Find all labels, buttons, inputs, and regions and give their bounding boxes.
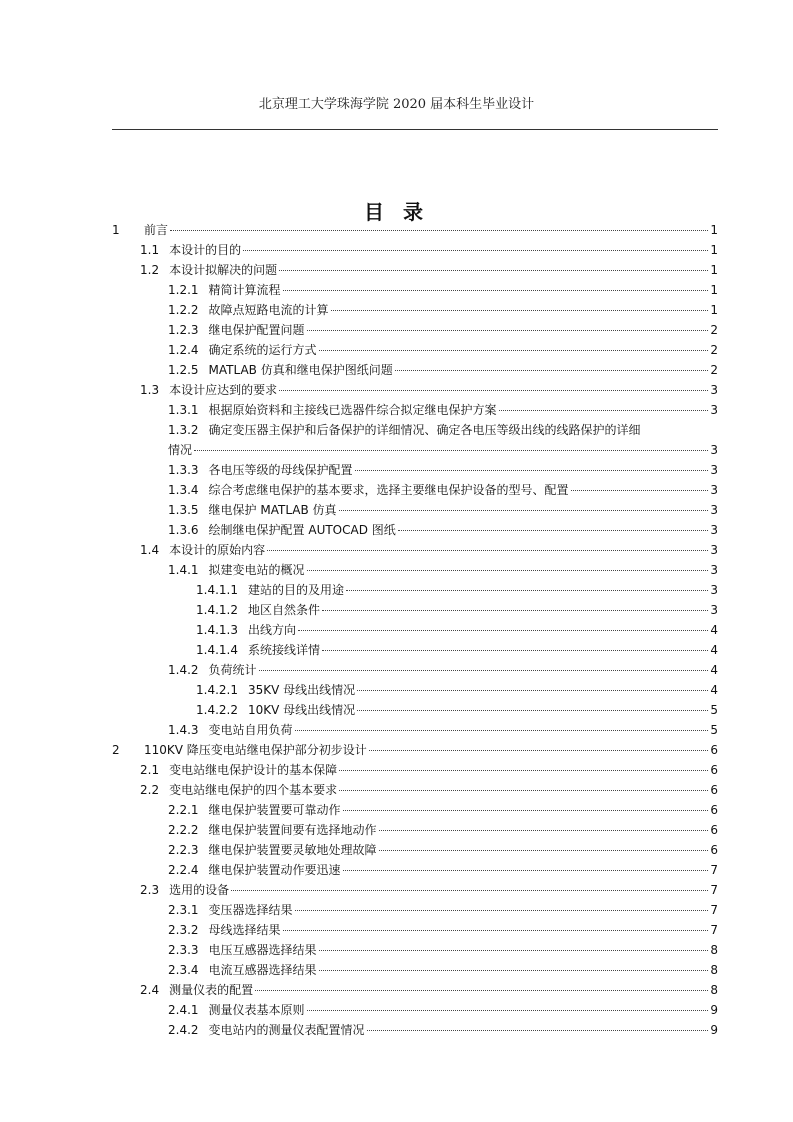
toc-entry[interactable] (112, 640, 718, 660)
toc-entry-text: 综合考虑继电保护的基本要求，选择主要继电保护设备的型号、配置 (208, 483, 569, 497)
toc-entry-text: 继电保护 MATLAB 仿真 (208, 503, 337, 517)
toc-entry-text: 拟建变电站的概况 (208, 563, 305, 577)
toc-entry-text: 110KV 降压变电站继电保护部分初步设计 (144, 743, 367, 757)
toc-page-number: 3 (710, 583, 718, 597)
toc-entry[interactable] (112, 300, 718, 320)
toc-page-number: 9 (710, 1023, 718, 1037)
toc-entry[interactable] (112, 380, 718, 400)
dot-leader (231, 890, 708, 891)
toc-entry-text: 绘制继电保护配置 AUTOCAD 图纸 (208, 523, 396, 537)
toc-entry-number: 2.2.3 (168, 843, 199, 857)
toc-entry-text: 情况 (168, 443, 193, 457)
toc-entry-number: 2.4 (140, 983, 160, 997)
toc-page-number: 6 (710, 743, 718, 757)
toc-entry-text: 电流互感器选择结果 (208, 963, 317, 977)
toc-entry[interactable] (112, 720, 718, 740)
toc-entry-text: 继电保护装置间要有选择地动作 (208, 823, 377, 837)
toc-page-number: 3 (710, 463, 718, 477)
dot-leader (379, 850, 708, 851)
toc-entry-continuation[interactable] (112, 440, 718, 460)
toc-entry-number: 1.4.3 (168, 723, 199, 737)
toc-entry-text: 根据原始资料和主接线已选器件综合拟定继电保护方案 (208, 403, 497, 417)
toc-entry-text: 确定变压器主保护和后备保护的详细情况、确定各电压等级出线的线路保护的详细 (208, 423, 641, 437)
toc-page-number: 7 (710, 883, 718, 897)
toc-entry-number: 1.2.4 (168, 343, 199, 357)
dot-leader (369, 750, 708, 751)
dot-leader (298, 630, 708, 631)
toc-entry-number: 2.2.2 (168, 823, 199, 837)
toc-page-number: 3 (710, 603, 718, 617)
toc-page-number: 3 (710, 523, 718, 537)
toc-entry-text: 电压互感器选择结果 (208, 943, 317, 957)
dot-leader (307, 1010, 708, 1011)
toc-entry-number: 1.3 (140, 383, 160, 397)
toc-entry-number: 1.4.1 (168, 563, 199, 577)
toc-entry-number: 2.2 (140, 783, 160, 797)
toc-entry-number: 1.3.5 (168, 503, 199, 517)
toc-entry[interactable] (112, 960, 718, 980)
toc-page-number: 8 (710, 963, 718, 977)
dot-leader (339, 790, 708, 791)
toc-entry-text: 继电保护配置问题 (208, 323, 305, 337)
toc-page-number: 1 (710, 283, 718, 297)
toc-page-number: 1 (710, 303, 718, 317)
toc-page-number: 7 (710, 903, 718, 917)
toc-entry[interactable] (112, 740, 718, 760)
toc-entry[interactable] (112, 460, 718, 480)
toc-entry-number: 1.4.1.2 (196, 603, 238, 617)
toc-entry-number: 1.3.4 (168, 483, 199, 497)
dot-leader (243, 250, 708, 251)
toc-entry-text: 负荷统计 (208, 663, 257, 677)
toc-page-number: 6 (710, 763, 718, 777)
toc-entry[interactable] (112, 580, 718, 600)
toc-entry-text: 精简计算流程 (208, 283, 281, 297)
toc-entry[interactable] (112, 340, 718, 360)
toc-title: 目 录 (364, 200, 429, 224)
toc-entry-text: 前言 (144, 223, 169, 237)
toc-entry-text: 变电站内的测量仪表配置情况 (208, 1023, 365, 1037)
toc-entry-number: 1.4.2.2 (196, 703, 238, 717)
toc-entry[interactable] (112, 220, 718, 240)
toc-entry[interactable] (112, 560, 718, 580)
toc-page-number: 5 (710, 703, 718, 717)
dot-leader (322, 650, 708, 651)
toc-page-number: 1 (710, 223, 718, 237)
toc-entry-number: 2 (112, 743, 120, 757)
toc-entry-number: 1.4 (140, 543, 160, 557)
toc-entry-text: 确定系统的运行方式 (208, 343, 317, 357)
toc-entry-number: 1.3.3 (168, 463, 199, 477)
toc-page-number: 6 (710, 843, 718, 857)
toc-entry-text: 继电保护装置要可靠动作 (208, 803, 341, 817)
dot-leader (295, 910, 708, 911)
toc-entry-number: 2.4.2 (168, 1023, 199, 1037)
toc-page-number: 4 (710, 623, 718, 637)
toc-entry[interactable] (112, 540, 718, 560)
toc-entry[interactable] (112, 860, 718, 880)
toc-entry-number: 1 (112, 223, 120, 237)
toc-entry-number: 2.2.4 (168, 863, 199, 877)
dot-leader (571, 490, 708, 491)
toc-entry-text: 母线选择结果 (208, 923, 281, 937)
toc-page-number: 1 (710, 243, 718, 257)
toc-entry-text: 出线方向 (247, 623, 296, 637)
toc-entry-text: 故障点短路电流的计算 (208, 303, 329, 317)
toc-page-number: 7 (710, 863, 718, 877)
toc-entry[interactable] (112, 260, 718, 280)
toc-entry[interactable] (112, 420, 718, 440)
toc-entry-number: 2.3.4 (168, 963, 199, 977)
dot-leader (395, 370, 708, 371)
dot-leader (367, 1030, 708, 1031)
toc-entry-number: 1.2.3 (168, 323, 199, 337)
toc-entry-text: MATLAB 仿真和继电保护图纸问题 (208, 363, 393, 377)
dot-leader (267, 550, 708, 551)
toc-entry[interactable] (112, 920, 718, 940)
toc-entry-number: 1.3.1 (168, 403, 199, 417)
toc-entry-number: 1.4.1.3 (196, 623, 238, 637)
toc-page-number: 4 (710, 683, 718, 697)
toc-entry[interactable] (112, 700, 718, 720)
toc-entry-number: 1.4.2.1 (196, 683, 238, 697)
dot-leader (255, 990, 708, 991)
toc-entry-text: 各电压等级的母线保护配置 (208, 463, 353, 477)
toc-entry-text: 测量仪表基本原则 (208, 1003, 305, 1017)
toc-entry-text: 继电保护装置动作要迅速 (208, 863, 341, 877)
dot-leader (295, 730, 708, 731)
dot-leader (259, 670, 708, 671)
dot-leader (355, 470, 708, 471)
toc-entry-text: 测量仪表的配置 (169, 983, 254, 997)
toc-entry-number: 1.2 (140, 263, 160, 277)
dot-leader (339, 510, 708, 511)
dot-leader (499, 410, 708, 411)
page-header: 北京理工大学珠海学院 2020 届本科生毕业设计 (258, 97, 535, 112)
toc-entry[interactable] (112, 240, 718, 260)
dot-leader (379, 830, 708, 831)
toc-entry-number: 2.3.3 (168, 943, 199, 957)
toc-page-number: 6 (710, 803, 718, 817)
toc-entry[interactable] (112, 680, 718, 700)
toc-page-number: 3 (710, 483, 718, 497)
dot-leader (346, 590, 708, 591)
toc-entry-number: 2.3.2 (168, 923, 199, 937)
toc-page-number: 5 (710, 723, 718, 737)
toc-entry[interactable] (112, 320, 718, 340)
toc-page-number: 2 (710, 363, 718, 377)
toc-entry-text: 本设计应达到的要求 (169, 383, 278, 397)
dot-leader (194, 450, 708, 451)
dot-leader (398, 530, 708, 531)
header-divider (112, 129, 718, 130)
toc-entry-number: 2.1 (140, 763, 160, 777)
toc-entry-text: 10KV 母线出线情况 (247, 703, 356, 717)
toc-entry[interactable] (112, 940, 718, 960)
dot-leader (357, 690, 708, 691)
toc-entry[interactable] (112, 600, 718, 620)
toc-page-number: 2 (710, 343, 718, 357)
toc-entry-text: 变电站继电保护的四个基本要求 (169, 783, 338, 797)
toc-page-number: 8 (710, 943, 718, 957)
toc-entry[interactable] (112, 880, 718, 900)
toc-entry-text: 继电保护装置要灵敏地处理故障 (208, 843, 377, 857)
dot-leader (343, 810, 708, 811)
toc-entry-number: 1.3.2 (168, 423, 199, 437)
toc-entry-number: 1.4.1.4 (196, 643, 238, 657)
toc-entry[interactable] (112, 520, 718, 540)
toc-entry-text: 变电站继电保护设计的基本保障 (169, 763, 338, 777)
toc-page-number: 3 (710, 543, 718, 557)
toc-page-number: 4 (710, 643, 718, 657)
dot-leader (319, 950, 708, 951)
toc-entry-number: 1.2.5 (168, 363, 199, 377)
toc-entry-text: 变压器选择结果 (208, 903, 293, 917)
toc-entry-number: 1.4.2 (168, 663, 199, 677)
toc-page-number: 8 (710, 983, 718, 997)
toc-entry-text: 35KV 母线出线情况 (247, 683, 356, 697)
toc-page-number: 6 (710, 783, 718, 797)
toc-entry[interactable] (112, 780, 718, 800)
dot-leader (307, 570, 708, 571)
toc-page-number: 2 (710, 323, 718, 337)
toc-entry-text: 系统接线详情 (247, 643, 320, 657)
toc-entry-number: 1.4.1.1 (196, 583, 238, 597)
dot-leader (319, 350, 708, 351)
toc-page-number: 9 (710, 1003, 718, 1017)
toc-entry[interactable] (112, 800, 718, 820)
toc-entry[interactable] (112, 400, 718, 420)
toc-entry[interactable] (112, 500, 718, 520)
toc-entry-text: 建站的目的及用途 (247, 583, 344, 597)
dot-leader (357, 710, 708, 711)
toc-entry-number: 1.1 (140, 243, 160, 257)
toc-entry-number: 1.2.2 (168, 303, 199, 317)
toc-entry-text: 本设计的目的 (169, 243, 242, 257)
dot-leader (283, 930, 708, 931)
toc-entry[interactable] (112, 840, 718, 860)
dot-leader (339, 770, 708, 771)
toc-entry[interactable] (112, 360, 718, 380)
toc-entry-number: 2.4.1 (168, 1003, 199, 1017)
toc-entry[interactable] (112, 760, 718, 780)
toc-entry-number: 1.3.6 (168, 523, 199, 537)
toc-entry-text: 地区自然条件 (247, 603, 320, 617)
toc-page-number: 7 (710, 923, 718, 937)
toc-page-number: 3 (710, 443, 718, 457)
toc-page-number: 3 (710, 383, 718, 397)
dot-leader (170, 230, 708, 231)
toc-page-number: 3 (710, 563, 718, 577)
toc-entry-text: 本设计拟解决的问题 (169, 263, 278, 277)
dot-leader (283, 290, 708, 291)
dot-leader (279, 390, 708, 391)
dot-leader (307, 330, 708, 331)
toc-entry[interactable] (112, 280, 718, 300)
dot-leader (343, 870, 708, 871)
table-of-contents (112, 220, 718, 1040)
toc-page-number: 1 (710, 263, 718, 277)
toc-entry-text: 变电站自用负荷 (208, 723, 293, 737)
toc-entry-text: 本设计的原始内容 (169, 543, 266, 557)
toc-entry-number: 2.2.1 (168, 803, 199, 817)
toc-entry[interactable] (112, 1000, 718, 1020)
toc-entry-text: 选用的设备 (169, 883, 230, 897)
toc-page-number: 4 (710, 663, 718, 677)
toc-entry[interactable] (112, 660, 718, 680)
toc-entry[interactable] (112, 900, 718, 920)
toc-entry[interactable] (112, 1020, 718, 1040)
toc-entry-number: 1.2.1 (168, 283, 199, 297)
toc-page-number: 6 (710, 823, 718, 837)
toc-page-number: 3 (710, 503, 718, 517)
toc-entry[interactable] (112, 620, 718, 640)
dot-leader (279, 270, 708, 271)
dot-leader (319, 970, 708, 971)
toc-entry-number: 2.3.1 (168, 903, 199, 917)
toc-entry-number: 2.3 (140, 883, 160, 897)
dot-leader (331, 310, 708, 311)
toc-entry[interactable] (112, 820, 718, 840)
toc-page-number: 3 (710, 403, 718, 417)
toc-entry[interactable] (112, 480, 718, 500)
dot-leader (322, 610, 708, 611)
toc-entry[interactable] (112, 980, 718, 1000)
